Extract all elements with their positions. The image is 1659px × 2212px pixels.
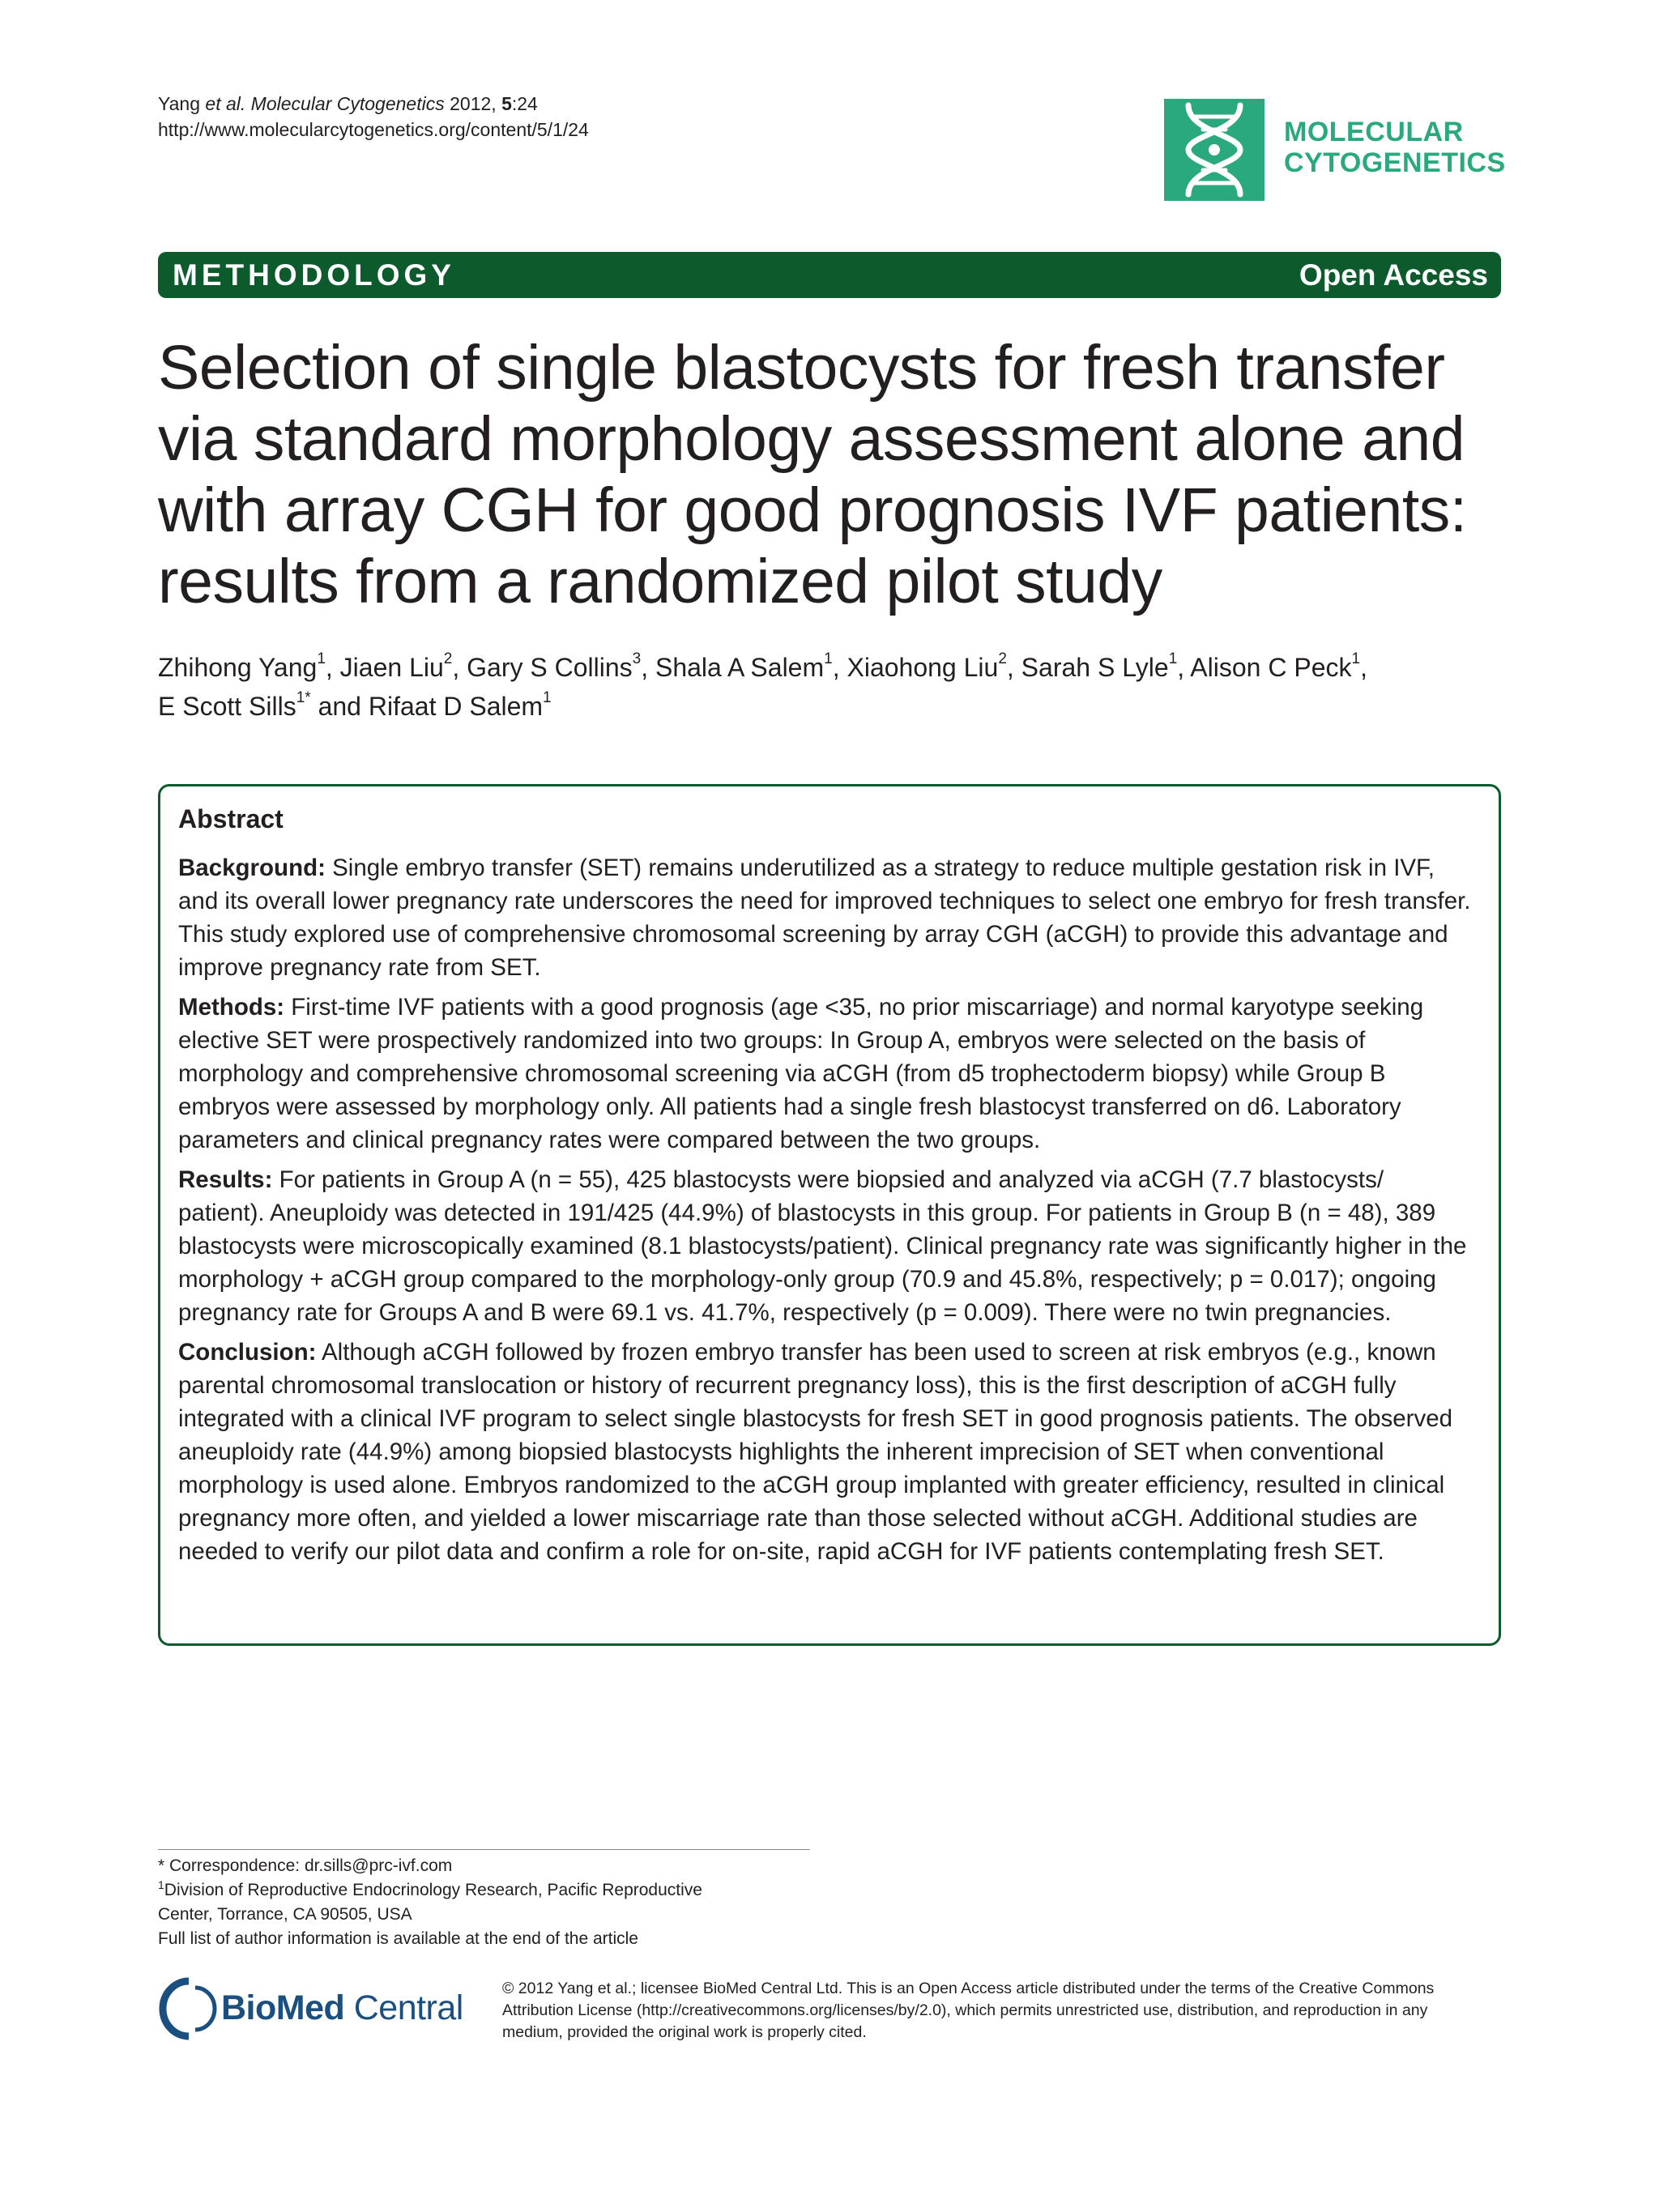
article-type-banner — [158, 252, 1501, 298]
author-name: Alison C Peck — [1190, 653, 1352, 682]
abstract-conclusion — [178, 1336, 1474, 1568]
author-name: Jiaen Liu — [339, 653, 444, 682]
author-separator: , — [641, 653, 655, 682]
footnotes — [158, 1854, 822, 1951]
citation-journal: Molecular Cytogenetics — [250, 93, 445, 114]
article-title: Selection of single blastocysts for fresh transfer via standard morphology assessment alone and with array CGH for good prognosis IVF patients: results from a randomized pilot study — [158, 333, 1467, 616]
author-list — [158, 648, 1519, 726]
abstract-results — [178, 1163, 1474, 1329]
conclusion-text: Although aCGH followed by frozen embryo transfer has been used to screen at risk embryos (e.g., known parental chromosomal translocation or history of recurrent pregnancy loss), this is the first description of aCGH fully integrated with a clinical IVF program to select single blastocysts for fresh SET in good prognosis patients. The observed aneuploidy rate (44.9%) among biopsied blastocysts highlights the inherent imprecision of SET when conventional morphology is used alone. Embryos randomized to the aCGH group implanted with greater efficiency, resulted in clinical pregnancy more often, and yielded a lower miscarriage rate than those selected without aCGH. Additional studies are needed to verify our pilot data and confirm a role for on-site, rapid aCGH for IVF patients contemplating fresh SET. — [178, 1339, 1453, 1565]
background-label: Background: — [178, 855, 326, 881]
citation-year: 2012, — [444, 93, 502, 114]
background-text: Single embryo transfer (SET) remains underutilized as a strategy to reduce multiple gestation risk in IVF, and its overall lower pregnancy rate underscores the need for improved techniques to select one embryo for fresh transfer. This study explored use of comprehensive chromosomal screening by array CGH (aCGH) to provide this advantage and improve pregnancy rate from SET. — [178, 855, 1471, 981]
results-label: Results: — [178, 1166, 273, 1193]
author-separator: , — [1360, 653, 1367, 682]
author-name: E Scott Sills — [158, 692, 296, 721]
author-name: Zhihong Yang — [158, 653, 318, 682]
author-affiliation-mark: 1 — [824, 650, 833, 668]
author-affiliation-mark: 3 — [632, 650, 642, 668]
article-url[interactable]: http://www.molecularcytogenetics.org/content/5/1/24 — [158, 119, 589, 140]
correspondence-note: * Correspondence: dr.sills@prc-ivf.com — [158, 1856, 453, 1875]
affiliation-note — [158, 1878, 822, 1903]
results-text: For patients in Group A (n = 55), 425 blastocysts were biopsied and analyzed via aCGH (7.7 blastocysts/ patient). Aneuploidy was detected in 191/425 (44.9%) of blastocysts in this group. For patients in Group B (n = 48), 389 blastocysts were microscopically examined (8.1 blastocysts/patient). Clinical pregnancy rate was significantly higher in the morphology + aCGH group compared to the morphology-only group (70.9 and 45.8%, respectively; p = 0.017); ongoing pregnancy rate for Groups A and B were 69.1 vs. 41.7%, respectively (p = 0.009). There were no twin pregnancies. — [178, 1166, 1467, 1326]
abstract-heading: Abstract — [178, 804, 284, 833]
affiliation-line1: Division of Reproductive Endocrinology Research, Pacific Reproductive — [164, 1881, 702, 1899]
author-affiliation-mark: 1 — [543, 689, 552, 707]
author-separator: and — [310, 692, 369, 721]
author-name: Xiaohong Liu — [847, 653, 999, 682]
author-separator: , — [1006, 653, 1021, 682]
journal-name-line1: MOLECULAR — [1284, 117, 1464, 147]
abstract-methods — [178, 991, 1474, 1157]
citation-article: :24 — [511, 93, 538, 114]
author-affiliation-mark: 2 — [998, 650, 1007, 668]
abstract-background — [178, 851, 1474, 984]
author-name: Sarah S Lyle — [1021, 653, 1169, 682]
open-access-label: Open Access — [1299, 258, 1488, 292]
biomed-name — [221, 1987, 463, 2029]
license-text: © 2012 Yang et al.; licensee BioMed Central Ltd. This is an Open Access article distributed under the terms of the Creative Commons Attribution License (http://creativecommons.org/licenses/by/2.0), which permits unrestricted use, distribution, and reproduction in any medium, provided the original work is properly cited. — [502, 1980, 1435, 2041]
abstract-body — [178, 851, 1474, 1575]
journal-logo — [1164, 99, 1504, 204]
biomed-name-bold: BioMed — [221, 1988, 345, 2027]
author-separator: , — [1177, 653, 1191, 682]
biomed-ring-icon — [158, 1976, 220, 2041]
author-separator: , — [832, 653, 847, 682]
methods-text: First-time IVF patients with a good prognosis (age <35, no prior miscarriage) and normal karyotype seeking elective SET were prospectively randomized into two groups: In Group A, embryos were selected on the basis of morphology and comprehensive chromosomal screening via aCGH (from d5 trophectoderm biopsy) while Group B embryos were assessed by morphology only. All patients had a single fresh blastocyst transferred on d6. Laboratory parameters and clinical pregnancy rates were compared between the two groups. — [178, 994, 1424, 1153]
conclusion-label: Conclusion: — [178, 1339, 317, 1366]
author-name: Gary S Collins — [467, 653, 633, 682]
biomed-central-logo — [158, 1976, 482, 2041]
footnote-divider — [158, 1849, 810, 1850]
author-affiliation-mark: 2 — [443, 650, 453, 668]
journal-name — [1284, 117, 1506, 178]
author-separator: , — [325, 653, 340, 682]
citation-volume: 5 — [501, 93, 512, 114]
citation-etal: et al. — [205, 93, 246, 114]
citation-authors: Yang — [158, 93, 206, 114]
article-citation — [158, 91, 589, 143]
affiliation-line2: Center, Torrance, CA 90505, USA — [158, 1905, 412, 1924]
author-name: Rifaat D Salem — [368, 692, 544, 721]
author-affiliation-mark: 1* — [296, 689, 311, 707]
methods-label: Methods: — [178, 994, 285, 1021]
author-info-note: Full list of author information is available at the end of the article — [158, 1929, 638, 1948]
author-affiliation-mark: 1 — [1168, 650, 1178, 668]
biomed-name-regular: Central — [344, 1988, 463, 2027]
author-affiliation-mark: 1 — [1351, 650, 1361, 668]
dna-helix-icon — [1164, 99, 1265, 201]
journal-name-line2: CYTOGENETICS — [1284, 147, 1506, 178]
author-name: Shala A Salem — [655, 653, 825, 682]
affiliation-mark: 1 — [158, 1878, 164, 1891]
author-affiliation-mark: 1 — [317, 650, 326, 668]
abstract-box — [158, 784, 1501, 1646]
article-type-label: METHODOLOGY — [173, 258, 455, 292]
author-separator: , — [452, 653, 467, 682]
